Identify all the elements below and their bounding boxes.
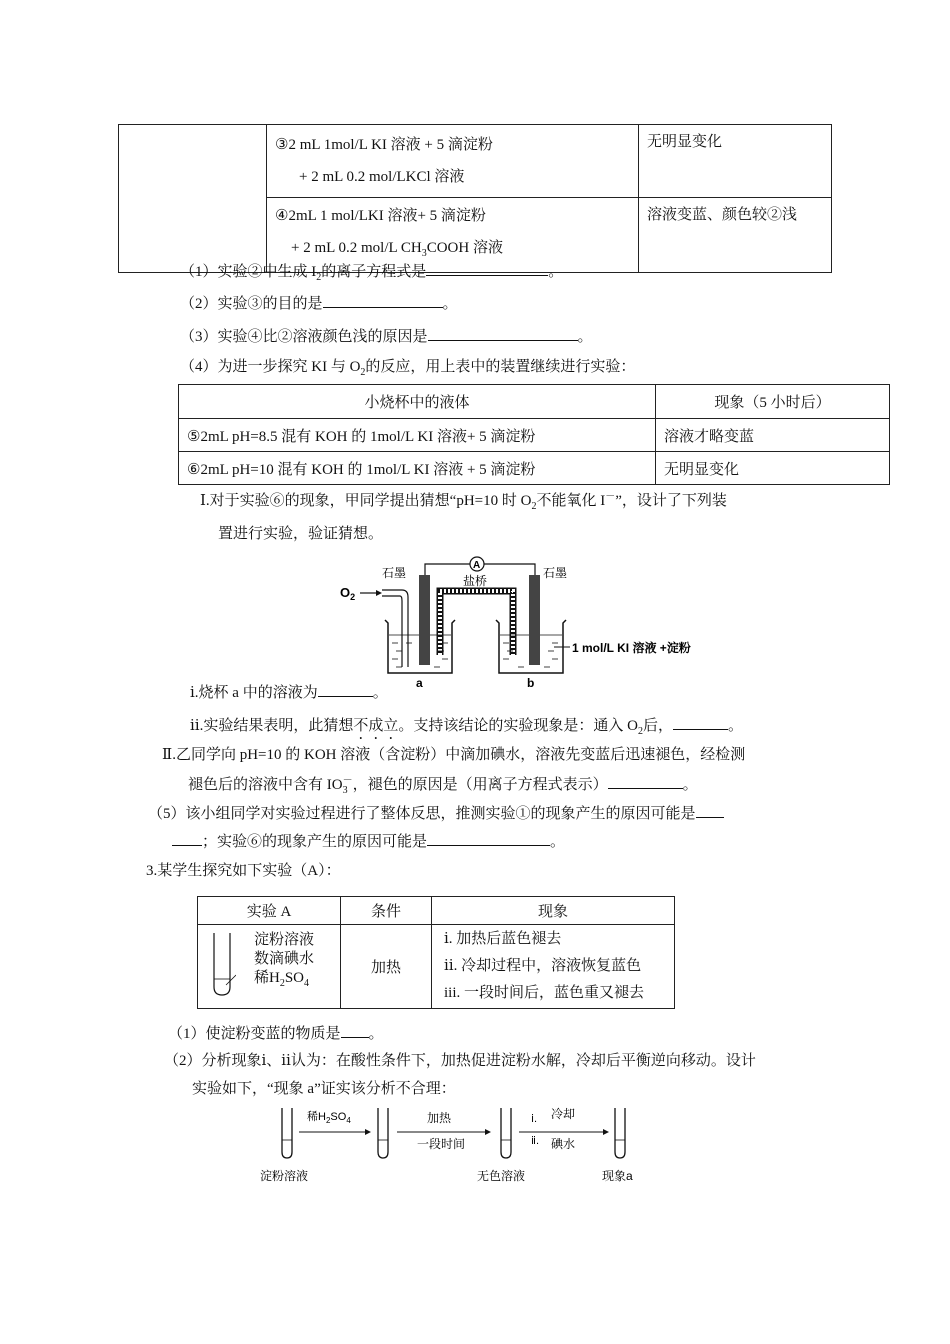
beaker-b-label: b	[527, 676, 535, 690]
graphite-rod-a	[419, 575, 430, 665]
row6-liquid: ⑥2mL pH=10 混有 KOH 的 1mol/L KI 溶液 + 5 滴淀粉	[179, 452, 656, 485]
answer-blank[interactable]	[673, 715, 728, 730]
hydrolysis-flow-diagram	[255, 1100, 655, 1190]
test-tube-4	[615, 1108, 625, 1158]
header-condition: 条件	[341, 897, 432, 925]
header-experiment-a: 实验 A	[198, 897, 341, 925]
gas-tube	[382, 590, 408, 667]
question-3: （3）实验④比②溶液颜色浅的原因是 。	[180, 326, 593, 346]
row4-right: 溶液变蓝、颜色较②浅	[639, 198, 832, 273]
question-3-title: 3.某学生探究如下实验（A）：	[146, 863, 341, 879]
part1-line1: Ⅰ.对于实验⑥的现象，甲同学提出猜想“pH=10 时 $O_2$不能氧化 I－”，设计了下列装	[200, 491, 727, 512]
arrow3-ii: ⅱ.	[531, 1135, 540, 1147]
test-tube-2	[378, 1108, 388, 1158]
question-5-line1: （5）该小组同学对实验过程进行了整体反思，推测实验①的现象产生的原因可能是	[148, 803, 724, 823]
salt-bridge-label: 盐桥	[463, 574, 488, 588]
experiment-table-continued	[118, 124, 832, 273]
graphite-left-label: 石墨	[382, 566, 407, 580]
o2-label: $O_2$	[340, 585, 356, 602]
row5-phenomenon: 溶液才略变蓝	[656, 419, 890, 452]
row5-liquid: ⑤2mL pH=8.5 混有 KOH 的 1mol/L KI 溶液+ 5 滴淀粉	[179, 419, 656, 452]
sub-question-i: ⅰ.烧杯 a 中的溶液为 。	[190, 682, 388, 702]
row3-left	[267, 125, 639, 198]
condition-cell: 加热	[341, 925, 432, 1009]
label-starch-solution: 淀粉溶液	[260, 1169, 309, 1183]
answer-blank[interactable]	[426, 261, 548, 276]
salt-bridge	[440, 591, 513, 655]
reagent-list: 淀粉溶液 数滴碘水 稀$H_2SO_4$	[254, 932, 315, 989]
answer-blank[interactable]	[341, 1023, 369, 1038]
test-tube-1	[282, 1108, 292, 1158]
solution-label: 1 mol/L KI 溶液 +淀粉	[572, 641, 691, 655]
answer-blank[interactable]	[172, 831, 202, 846]
question-3-2-line2: 实验如下，“现象 a”证实该分析不合理：	[192, 1081, 456, 1097]
part2-line2: 褪色后的溶液中含有 $IO_3^-$，褪色的原因是（用离子方程式表示） 。	[188, 775, 698, 796]
question-5-line2: ；实验⑥的现象产生的原因可能是 。	[172, 831, 565, 851]
row4-line1: ④2mL 1 mol/LKI 溶液+ 5 滴淀粉	[275, 208, 486, 224]
answer-blank[interactable]	[318, 682, 373, 697]
arrow3-bottom-label: 碘水	[551, 1137, 576, 1151]
question-3-2-line1: （2）分析现象ⅰ、ⅱ认为：在酸性条件下，加热促进淀粉水解，冷却后平衡逆向移动。设计	[164, 1053, 756, 1069]
header-phenomenon: 现象（5 小时后）	[656, 385, 890, 419]
row6-phenomenon: 无明显变化	[656, 452, 890, 485]
row3-right: 无明显变化	[639, 125, 832, 198]
header-phenomenon: 现象	[432, 897, 675, 925]
label-phenomenon-a: 现象a	[602, 1169, 633, 1183]
electrochemical-cell-diagram	[330, 555, 720, 690]
graphite-rod-b	[529, 575, 540, 665]
svg-text:A: A	[473, 560, 481, 571]
beaker-a-label: a	[416, 676, 423, 690]
question-4: （4）为进一步探究 KI 与 $O_2$的反应，用上表中的装置继续进行实验：	[180, 359, 636, 378]
header-liquid: 小烧杯中的液体	[179, 385, 656, 419]
question-3-1: （1）使淀粉变蓝的物质是 。	[168, 1023, 384, 1043]
answer-blank[interactable]	[323, 293, 443, 308]
answer-blank[interactable]	[608, 774, 683, 789]
graphite-right-label: 石墨	[543, 566, 568, 580]
arrow1-label: 稀$H_2SO_4$	[307, 1111, 351, 1125]
arrow2-top-label: 加热	[427, 1111, 452, 1125]
answer-blank[interactable]	[696, 803, 724, 818]
observations-cell: ⅰ. 加热后蓝色褪去 ⅱ. 冷却过程中，溶液恢复蓝色 iii. 一段时间后，蓝色重又褪去	[432, 925, 675, 1009]
row3-line1: ③2 mL 1mol/L KI 溶液 + 5 滴淀粉	[275, 137, 493, 153]
question-2: （2）实验③的目的是 。	[180, 293, 458, 313]
question-1: （1）实验②中生成 $I_2$的离子方程式是 。	[180, 261, 563, 284]
empty-cell	[119, 125, 267, 273]
test-tube-3	[501, 1108, 511, 1158]
answer-blank[interactable]	[428, 326, 578, 341]
experiment-a-setup	[198, 925, 341, 1009]
experiment-a-table	[197, 896, 675, 1009]
row4-line2: + 2 mL 0.2 mol/L $CH_3COOH$ 溶液	[291, 240, 503, 259]
experiment-table-2	[178, 384, 890, 485]
part2-line1: Ⅱ.乙同学向 pH=10 的 KOH 溶液（含淀粉）中滴加碘水，溶液先变蓝后迅速褪色，经检测	[162, 747, 746, 763]
part1-line2: 置进行实验，验证猜想。	[218, 526, 384, 542]
test-tube-icon	[210, 931, 236, 1001]
sub-question-ii: ⅱ.实验结果表明，此猜想不成立。支持该结论的实验现象是：通入 $O_2$后， 。	[190, 715, 743, 743]
row3-line2: + 2 mL 0.2 mol/LKCl 溶液	[299, 169, 465, 185]
arrow3-i: ⅰ.	[531, 1113, 538, 1125]
label-colorless-solution: 无色溶液	[477, 1169, 526, 1183]
answer-blank[interactable]	[427, 831, 550, 846]
arrow3-top-label: 冷却	[551, 1107, 576, 1121]
arrow2-bottom-label: 一段时间	[417, 1137, 466, 1151]
